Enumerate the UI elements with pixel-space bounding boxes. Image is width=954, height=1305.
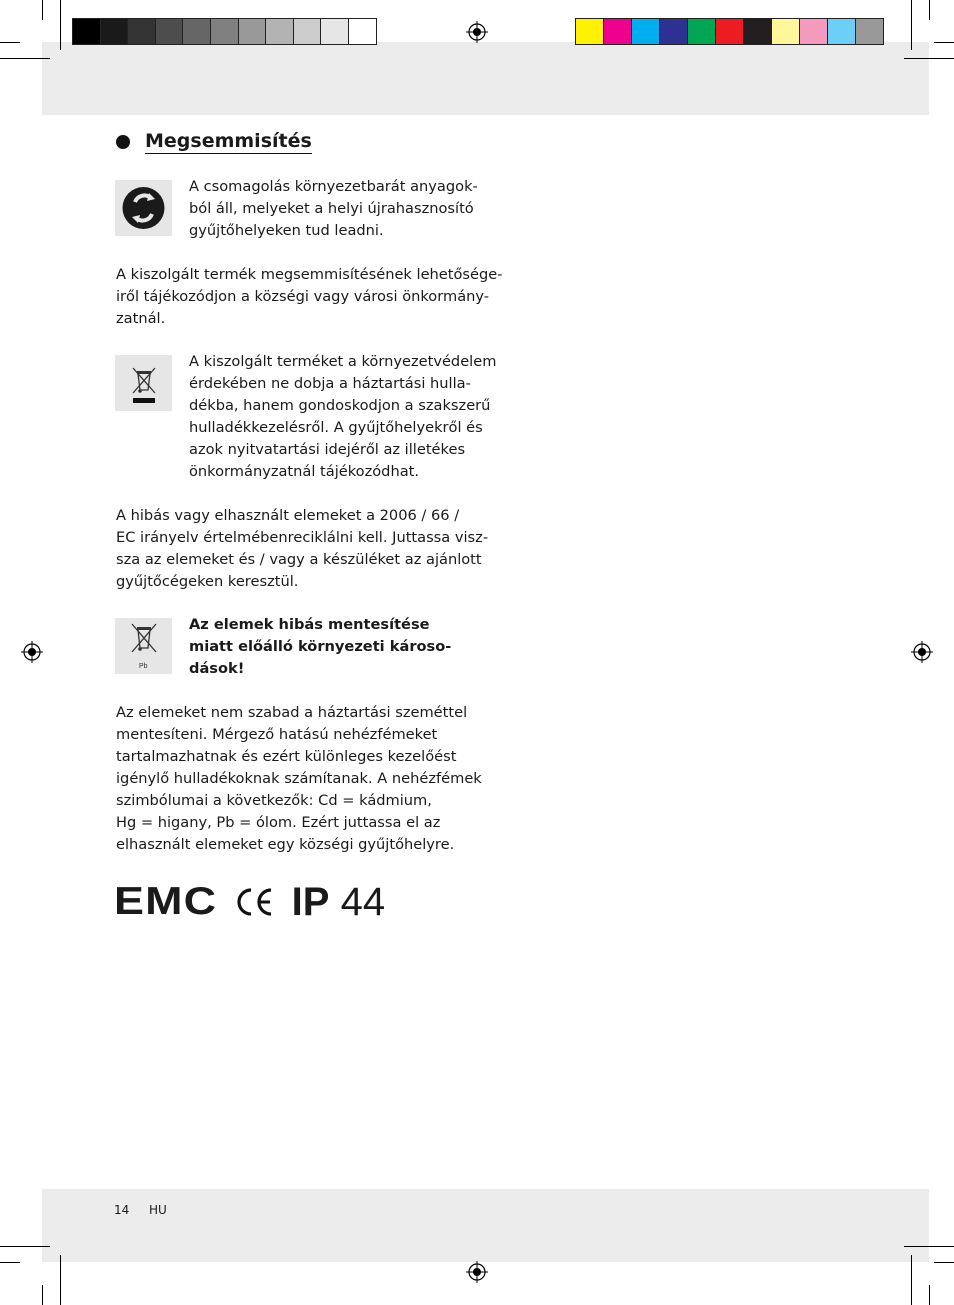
color-swatch	[210, 18, 239, 45]
color-swatch	[603, 18, 632, 45]
text-line: Az elemek hibás mentesítése	[189, 616, 430, 633]
crossed-out-bin-pb-icon	[115, 618, 172, 674]
text-line: sza az elemeket és / vagy a készüléket az ajánlott	[116, 551, 482, 568]
ip-value: 44	[340, 879, 386, 924]
section-heading	[116, 128, 312, 156]
text-line: hulladékkezelésről. A gyűjtőhelyekről és	[189, 419, 483, 436]
color-swatch	[72, 18, 101, 45]
text-line: gyűjtőhelyeken tud leadni.	[189, 222, 384, 239]
color-swatch	[182, 18, 211, 45]
color-swatch	[855, 18, 884, 45]
color-swatch	[238, 18, 267, 45]
text-line: A kiszolgált terméket a környezetvédelem	[189, 353, 497, 370]
registration-mark-icon	[466, 21, 488, 43]
text-line: tartalmazhatnak és ezért különleges kezelőést	[116, 748, 457, 765]
text-line: ból áll, melyeket a helyi újrahasznosító	[189, 200, 474, 217]
ip-prefix: IP	[291, 879, 330, 924]
battery-directive-text	[116, 505, 488, 593]
text-line: igénylő hulladékoknak számítanak. A nehézfémek	[116, 770, 482, 787]
ce-mark-icon	[234, 886, 274, 918]
color-swatch	[293, 18, 322, 45]
text-line: dékba, hanem gondoskodjon a szakszerű	[189, 397, 491, 414]
text-line: A kiszolgált termék megsemmisítésének lehetősége-	[116, 266, 503, 283]
text-line: miatt előálló környezeti károso-	[189, 638, 452, 655]
color-swatch	[659, 18, 688, 45]
color-swatch	[265, 18, 294, 45]
bullet-icon	[116, 135, 130, 149]
text-line: mentesíteni. Mérgező hatású nehézfémeket	[116, 726, 438, 743]
registration-mark-icon	[21, 641, 43, 663]
color-swatch	[687, 18, 716, 45]
footer-band	[42, 1189, 929, 1262]
text-line: iről tájékozódjon a községi vagy városi önkormány-	[116, 288, 490, 305]
registration-mark-icon	[911, 641, 933, 663]
color-swatch	[771, 18, 800, 45]
header-band	[42, 42, 929, 115]
text-line: önkormányzatnál tájékozódhat.	[189, 463, 420, 480]
text-line: elhasznált elemeket egy községi gyűjtőhelyre.	[116, 836, 455, 853]
text-line: A hibás vagy elhasznált elemeket a 2006 / 66 /	[116, 507, 460, 524]
page-footer	[114, 1203, 167, 1217]
language-code: HU	[148, 1203, 167, 1217]
text-line: szimbólumai a következők: Cd = kádmium,	[116, 792, 432, 809]
text-line: Hg = higany, Pb = ólom. Ezért juttassa el az	[116, 814, 441, 831]
text-line: Az elemeket nem szabad a háztartási szeméttel	[116, 704, 468, 721]
text-line: azok nyitvatartási idejéről az illetékes	[189, 441, 466, 458]
text-line: EC irányelv értelmébenreciklálni kell. Juttassa visz-	[116, 529, 489, 546]
text-line: gyűjtőcégeken keresztül.	[116, 573, 299, 590]
emc-logo: EMC	[114, 880, 218, 923]
color-swatch	[631, 18, 660, 45]
color-swatch	[155, 18, 184, 45]
text-line: érdekében ne dobja a háztartási hulla-	[189, 375, 471, 392]
color-swatch	[127, 18, 156, 45]
text-line: zatnál.	[116, 310, 166, 327]
color-swatch	[348, 18, 377, 45]
ip-rating	[292, 880, 385, 925]
battery-warning-text	[189, 614, 451, 680]
color-swatch	[575, 18, 604, 45]
page-number: 14	[114, 1203, 130, 1217]
color-swatch	[320, 18, 349, 45]
text-line: A csomagolás környezetbarát anyagok-	[189, 178, 478, 195]
pb-label: Pb	[139, 663, 148, 670]
color-swatch	[799, 18, 828, 45]
color-swatch	[100, 18, 129, 45]
text-line: dások!	[189, 660, 245, 677]
color-swatch	[827, 18, 856, 45]
green-dot-recycling-icon	[115, 180, 172, 236]
weee-text	[189, 351, 496, 483]
crossed-out-wheelie-bin-icon	[115, 355, 172, 411]
color-swatch	[743, 18, 772, 45]
heavy-metals-text	[116, 702, 482, 856]
section-title: Megsemmisítés	[145, 130, 312, 152]
packaging-text	[189, 176, 478, 242]
disposal-info-text	[116, 264, 503, 330]
certification-logos	[114, 879, 386, 924]
color-swatch	[715, 18, 744, 45]
registration-mark-icon	[466, 1261, 488, 1283]
